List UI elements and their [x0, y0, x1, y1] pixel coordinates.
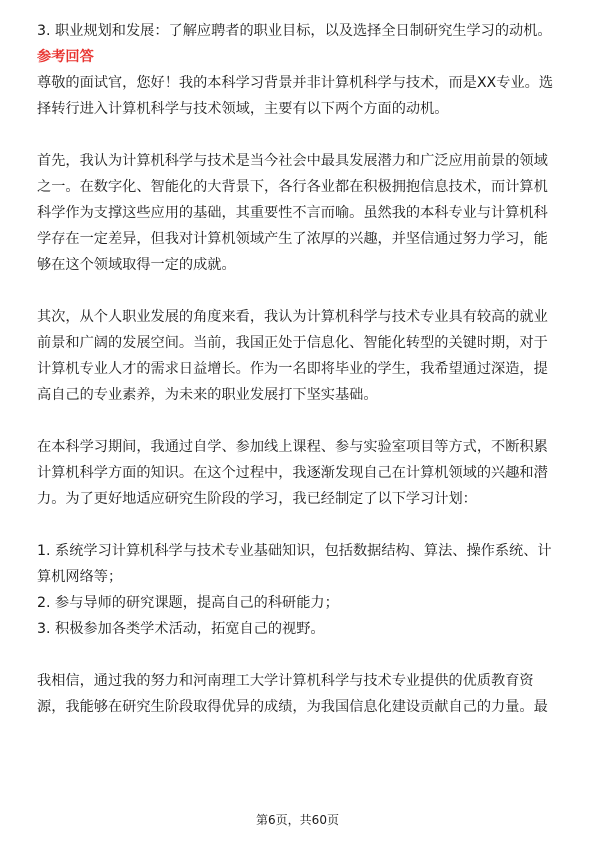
paragraph-line: 前景和广阔的发展空间。当前，我国正处于信息化、智能化转型的关键时期，对于: [37, 335, 548, 351]
list-item: 3. 积极参加各类学术活动，拓宽自己的视野。: [37, 621, 325, 637]
paragraph-line: 在本科学习期间，我通过自学、参加线上课程、参与实验室项目等方式，不断积累: [37, 439, 548, 455]
paragraph-line: 首先，我认为计算机科学与技术是当今社会中最具发展潜力和广泛应用前景的领域: [37, 153, 548, 169]
list-item: 2. 参与导师的研究课题，提高自己的科研能力；: [37, 595, 339, 611]
paragraph-line: 我相信，通过我的努力和河南理工大学计算机科学与技术专业提供的优质教育资: [37, 673, 534, 689]
paragraph-line: 其次，从个人职业发展的角度来看，我认为计算机科学与技术专业具有较高的就业: [37, 309, 548, 325]
paragraph-line: 计算机专业人才的需求日益增长。作为一名即将毕业的学生，我希望通过深造，提: [37, 361, 548, 377]
paragraph-spacer: [37, 122, 560, 148]
paragraph-spacer: [37, 512, 560, 538]
paragraph-line: 尊敬的面试官，您好！我的本科学习背景并非计算机科学与技术，而是XX专业。选: [37, 75, 554, 91]
paragraph-line: 力。为了更好地适应研究生阶段的学习，我已经制定了以下学习计划：: [37, 491, 477, 507]
answer-title: 参考回答: [37, 49, 94, 65]
paragraph-line: 之一。在数字化、智能化的大背景下，各行各业都在积极拥抱信息技术，而计算机: [37, 179, 548, 195]
paragraph-spacer: [37, 642, 560, 668]
paragraph-line: 择转行进入计算机科学与技术领域，主要有以下两个方面的动机。: [37, 101, 449, 117]
paragraph-line: 够在这个领域取得一定的成就。: [37, 257, 236, 273]
page-number: 第6页，共60页: [256, 813, 339, 827]
paragraph-spacer: [37, 278, 560, 304]
list-item: 1. 系统学习计算机科学与技术专业基础知识，包括数据结构、算法、操作系统、计: [37, 543, 552, 559]
question-item-3: 3. 职业规划和发展：了解应聘者的职业目标，以及选择全日制研究生学习的动机。: [37, 23, 552, 39]
paragraph-line: 源，我能够在研究生阶段取得优异的成绩，为我国信息化建设贡献自己的力量。最: [37, 699, 548, 715]
paragraph-first: [37, 148, 560, 278]
paragraph-line: 高自己的专业素养，为未来的职业发展打下坚实基础。: [37, 387, 378, 403]
intro-paragraph: [37, 70, 560, 122]
paragraph-line: 计算机科学方面的知识。在这个过程中，我逐渐发现自己在计算机领域的兴趣和潜: [37, 465, 548, 481]
study-plan-list: [37, 538, 560, 642]
paragraph-spacer: [37, 408, 560, 434]
paragraph-second: [37, 304, 560, 408]
paragraph-line: 学存在一定差异，但我对计算机领域产生了浓厚的兴趣，并坚信通过努力学习，能: [37, 231, 548, 247]
paragraph-line: 科学作为支撑这些应用的基础，其重要性不言而喻。虽然我的本科专业与计算机科: [37, 205, 548, 221]
paragraph-closing: [37, 668, 560, 720]
document-page: [37, 18, 560, 720]
list-item: 算机网络等；: [37, 569, 123, 585]
paragraph-third: [37, 434, 560, 512]
